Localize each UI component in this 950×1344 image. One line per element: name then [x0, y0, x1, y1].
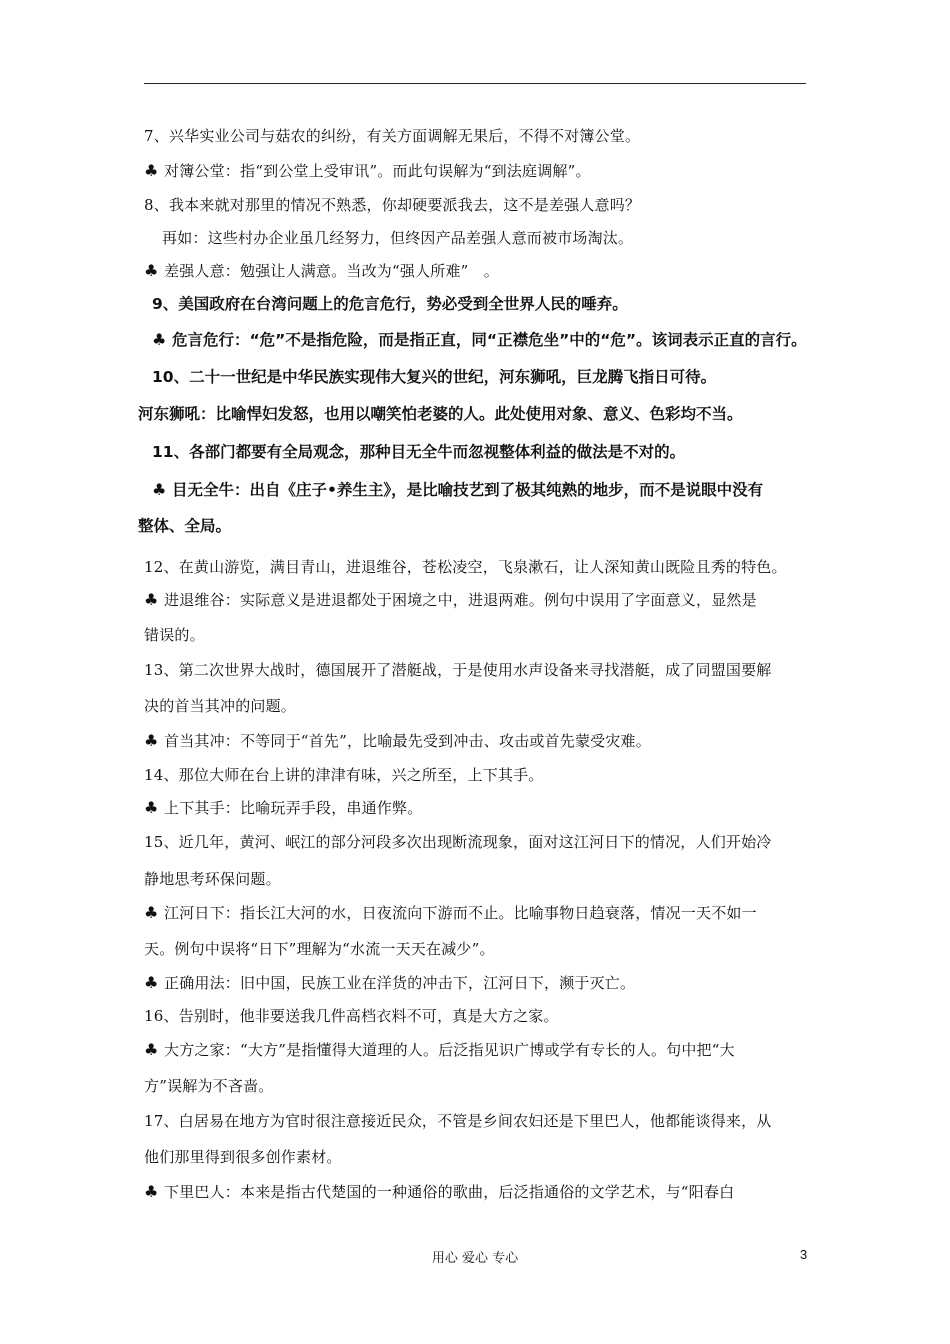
- club-icon: ♣: [144, 161, 159, 180]
- page-number: 3: [800, 1247, 808, 1262]
- text-line: 天。例句中误将“日下”理解为“水流一天天在减少”。: [144, 940, 495, 958]
- text-line: ♣ 大方之家：“大方”是指懂得大道理的人。后泛指见识广博或学有专长的人。句中把“大: [144, 1040, 735, 1059]
- text-line: 17、白居易在地方为官时很注意接近民众，不管是乡间农妇还是下里巴人，他都能谈得来，从: [144, 1112, 772, 1130]
- text-line: 方”误解为不吝啬。: [144, 1077, 274, 1095]
- club-icon: ♣: [152, 480, 167, 499]
- text-line: ♣ 上下其手：比喻玩弄手段，串通作弊。: [144, 798, 423, 817]
- text-line: ♣ 危言危行：“危”不是指危险，而是指正直，同“正襟危坐”中的“危”。该词表示正直的言行。: [152, 330, 807, 349]
- club-icon: ♣: [144, 973, 159, 992]
- text-line: 13、第二次世界大战时，德国展开了潜艇战，于是使用水声设备来寻找潜艇，成了同盟国要解: [144, 661, 772, 679]
- club-icon: ♣: [144, 1182, 159, 1201]
- text-line: 9、美国政府在台湾问题上的危言危行，势必受到全世界人民的唾弃。: [152, 295, 628, 313]
- text-line: ♣ 进退维谷：实际意义是进退都处于困境之中，进退两难。例句中误用了字面意义，显然是: [144, 590, 757, 609]
- text-line: ♣ 下里巴人：本来是指古代楚国的一种通俗的歌曲，后泛指通俗的文学艺术，与“阳春白: [144, 1182, 735, 1201]
- club-icon: ♣: [152, 330, 167, 349]
- text-line: 再如：这些村办企业虽几经努力，但终因产品差强人意而被市场淘汰。: [162, 229, 634, 247]
- text-line: 8、我本来就对那里的情况不熟悉，你却硬要派我去，这不是差强人意吗？: [144, 196, 641, 214]
- text-line: 11、各部门都要有全局观念，那种目无全牛而忽视整体利益的做法是不对的。: [152, 443, 686, 461]
- text-line: 12、在黄山游览，满目青山，进退维谷，苍松凌空，飞泉漱石，让人深知黄山既险且秀的特色。: [144, 558, 787, 576]
- text-line: 10、二十一世纪是中华民族实现伟大复兴的世纪，河东狮吼，巨龙腾飞指日可待。: [152, 368, 717, 386]
- text-line: 他们那里得到很多创作素材。: [144, 1148, 342, 1166]
- text-line: 16、告别时，他非要送我几件高档衣料不可，真是大方之家。: [144, 1007, 559, 1025]
- club-icon: ♣: [144, 261, 159, 280]
- club-icon: ♣: [144, 1040, 159, 1059]
- text-line: ♣ 江河日下：指长江大河的水，日夜流向下游而不止。比喻事物日趋衰落，情况一天不如一: [144, 903, 757, 922]
- header-rule: [144, 83, 806, 84]
- text-line: ♣ 目无全牛：出自《庄子•养生主》，是比喻技艺到了极其纯熟的地步，而不是说眼中没有: [152, 480, 764, 499]
- club-icon: ♣: [144, 903, 159, 922]
- text-line: 河东狮吼：比喻悍妇发怒，也用以嘲笑怕老婆的人。此处使用对象、意义、色彩均不当。: [138, 405, 743, 423]
- club-icon: ♣: [144, 590, 159, 609]
- text-line: 15、近几年，黄河、岷江的部分河段多次出现断流现象，面对这江河日下的情况，人们开始冷: [144, 833, 772, 851]
- text-line: ♣ 首当其冲：不等同于“首先”，比喻最先受到冲击、攻击或首先蒙受灾难。: [144, 731, 651, 750]
- text-line: ♣ 差强人意：勉强让人满意。当改为“强人所难” 。: [144, 261, 499, 280]
- text-line: 7、兴华实业公司与菇农的纠纷，有关方面调解无果后，不得不对簿公堂。: [144, 127, 641, 145]
- text-line: 整体、全局。: [138, 517, 232, 535]
- text-line: 决的首当其冲的问题。: [144, 697, 297, 715]
- club-icon: ♣: [144, 798, 159, 817]
- text-line: ♣ 对簿公堂：指“到公堂上受审讯”。而此句误解为“到法庭调解”。: [144, 161, 591, 180]
- text-line: 静地思考环保问题。: [144, 870, 281, 888]
- club-icon: ♣: [144, 731, 159, 750]
- text-line: 14、那位大师在台上讲的津津有味，兴之所至，上下其手。: [144, 766, 544, 784]
- page-footer: 用心 爱心 专心: [431, 1251, 519, 1266]
- text-line: 错误的。: [144, 626, 205, 644]
- text-line: ♣ 正确用法：旧中国，民族工业在洋货的冲击下，江河日下，濒于灭亡。: [144, 973, 636, 992]
